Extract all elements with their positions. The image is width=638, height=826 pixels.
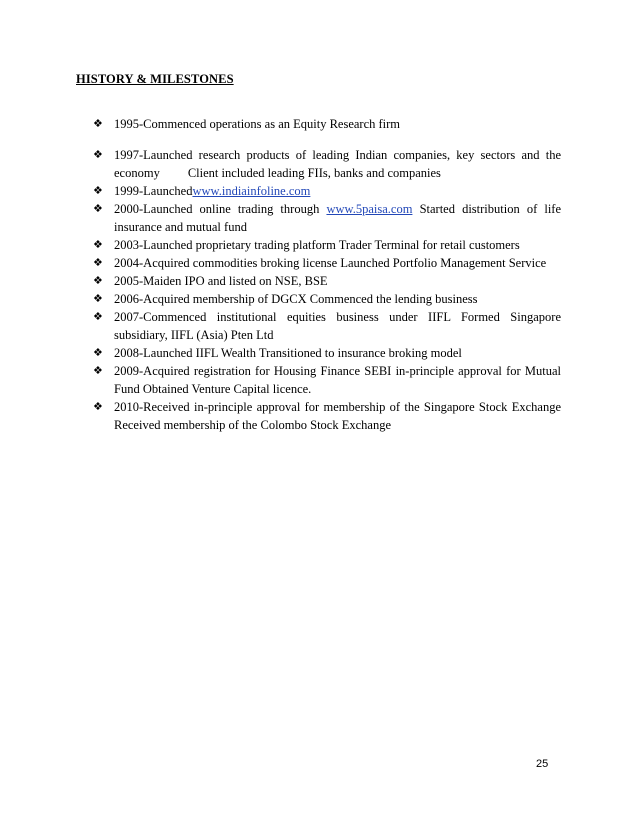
diamond-bullet-icon: ❖ <box>93 184 103 197</box>
milestone-item-2000 <box>93 200 561 236</box>
diamond-bullet-icon: ❖ <box>93 364 103 377</box>
milestone-text: 1999-Launched <box>114 184 193 198</box>
diamond-bullet-icon: ❖ <box>93 148 103 161</box>
milestones-list <box>93 115 561 434</box>
milestone-item-2004 <box>93 254 561 272</box>
milestone-item-1997 <box>93 146 561 182</box>
milestone-item-2007 <box>93 308 561 344</box>
milestone-item-2006 <box>93 290 561 308</box>
milestone-text: 2003-Launched proprietary trading platform Trader Terminal for retail customers <box>114 238 520 252</box>
milestone-text-continued: Started distribution of life insurance and mutual fund <box>114 202 562 234</box>
milestone-text: 2006-Acquired membership of DGCX Commenced the lending business <box>114 292 478 306</box>
diamond-bullet-icon: ❖ <box>93 310 103 323</box>
milestone-text: 2010-Received in-principle approval for membership of the Singapore Stock Exchange Received membership of the Colombo Stock Exchange <box>114 400 561 432</box>
milestone-item-1999 <box>93 182 561 200</box>
milestone-item-2010 <box>93 398 561 434</box>
diamond-bullet-icon: ❖ <box>93 274 103 287</box>
diamond-bullet-icon: ❖ <box>93 256 103 269</box>
indiainfoline-link[interactable]: www.indiainfoline.com <box>192 184 311 198</box>
diamond-bullet-icon: ❖ <box>93 117 103 130</box>
page-number: 25 <box>536 758 549 770</box>
milestone-item-2009 <box>93 362 561 398</box>
milestone-item-2005 <box>93 272 561 290</box>
diamond-bullet-icon: ❖ <box>93 238 103 251</box>
diamond-bullet-icon: ❖ <box>93 400 103 413</box>
diamond-bullet-icon: ❖ <box>93 292 103 305</box>
milestone-item-1995 <box>93 115 561 133</box>
milestone-item-2008 <box>93 344 561 362</box>
milestone-text-continued: Client included leading FIIs, banks and companies <box>187 166 441 180</box>
diamond-bullet-icon: ❖ <box>93 346 103 359</box>
milestone-text: 2009-Acquired registration for Housing Finance SEBI in-principle approval for Mutual Fund Obtained Venture Capital licence. <box>114 364 561 396</box>
milestone-text: 2000-Launched online trading through <box>114 202 320 216</box>
section-heading: HISTORY & MILESTONES <box>76 72 234 86</box>
milestone-item-2003 <box>93 236 561 254</box>
milestone-text: 1995-Commenced operations as an Equity Research firm <box>114 117 401 131</box>
diamond-bullet-icon: ❖ <box>93 202 103 215</box>
milestone-text: 2005-Maiden IPO and listed on NSE, BSE <box>114 274 328 288</box>
milestone-text: 1997-Launched research products of leading Indian companies, key sectors and the economy <box>114 148 561 180</box>
milestone-text: 2008-Launched IIFL Wealth Transitioned to insurance broking model <box>114 346 462 360</box>
milestone-text: 2007-Commenced institutional equities business under IIFL Formed Singapore subsidiary, IIFL (Asia) Pten Ltd <box>114 310 561 342</box>
5paisa-link[interactable]: www.5paisa.com <box>326 202 413 216</box>
milestone-text: 2004-Acquired commodities broking license Launched Portfolio Management Service <box>114 256 547 270</box>
